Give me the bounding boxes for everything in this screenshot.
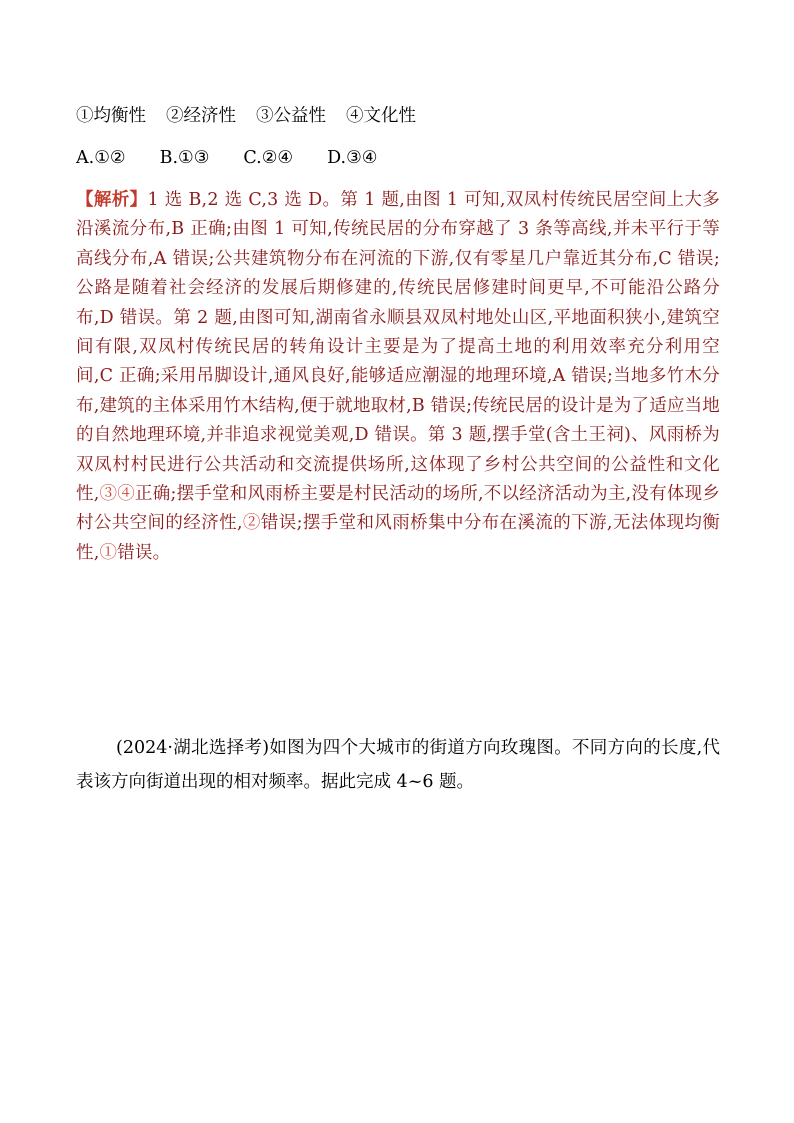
answer-choices-row	[76, 145, 377, 171]
analysis-text-2: 正确;摆手堂和风雨桥主要是村民活动的场所,不以经济活动为主,没有体现乡村公共空间的经济性,	[76, 484, 720, 534]
analysis-highlight-2: ②	[242, 513, 261, 534]
option-1: ①均衡性	[76, 106, 146, 126]
choice-a: A.①②	[76, 148, 126, 168]
analysis-text-3: 错误;摆手堂和风雨桥集中分布在溪流的下游,无法体现均衡性,	[76, 513, 721, 563]
answer-options-row	[76, 103, 416, 129]
option-3: ③公益性	[256, 106, 326, 126]
choice-b: B.①③	[159, 148, 210, 168]
analysis-block	[76, 186, 720, 568]
analysis-paragraph	[76, 186, 720, 568]
analysis-highlight-1: ③④	[99, 484, 135, 505]
analysis-highlight-3: ①	[99, 542, 118, 563]
choice-c: C.②④	[243, 148, 294, 168]
analysis-tag: 【解析】	[76, 190, 148, 210]
analysis-text-1: 1 选 B,2 选 C,3 选 D。第 1 题,由图 1 可知,双凤村传统民居空间上大多沿溪流分布,B 正确;由图 1 可知,传统民居的分布穿越了 3 条等高线,并未平行于等高线分布,A 错误;公共建筑物分布在河流的下游,仅有零星几户靠近其分布,C 错误;公路是随着社会经济的发展后期修建的,传统民居修建时间更早,不可能沿公路分布,D 错误。第 2 题,由图可知,湖南省永顺县双凤村地处山区,平地面积狭小,建筑空间有限,双凤村传统民居的转角设计主要是为了提高土地的利用效率充分利用空间,C 正确;采用吊脚设计,通风良好,能够适应潮湿的地理环境,A 错误;当地多竹木分布,建筑的主体采用竹木结构,便于就地取材,B 错误;传统民居的设计是为了适应当地的自然地理环境,并非追求视觉美观,D 错误。第 3 题,摆手堂(含土王祠)、风雨桥为双凤村村民进行公共活动和交流提供场所,这体现了乡村公共空间的公益性和文化性,	[76, 190, 721, 505]
analysis-text-4: 错误。	[117, 542, 171, 563]
question-intro-text: (2024·湖北选择考)如图为四个大城市的街道方向玫瑰图。不同方向的长度,代表该方向街道出现的相对频率。据此完成 4~6 题。	[76, 738, 720, 792]
option-4: ④文化性	[346, 106, 416, 126]
question-intro-block	[76, 731, 720, 799]
choice-d: D.③④	[327, 148, 378, 168]
option-2: ②经济性	[166, 106, 236, 126]
